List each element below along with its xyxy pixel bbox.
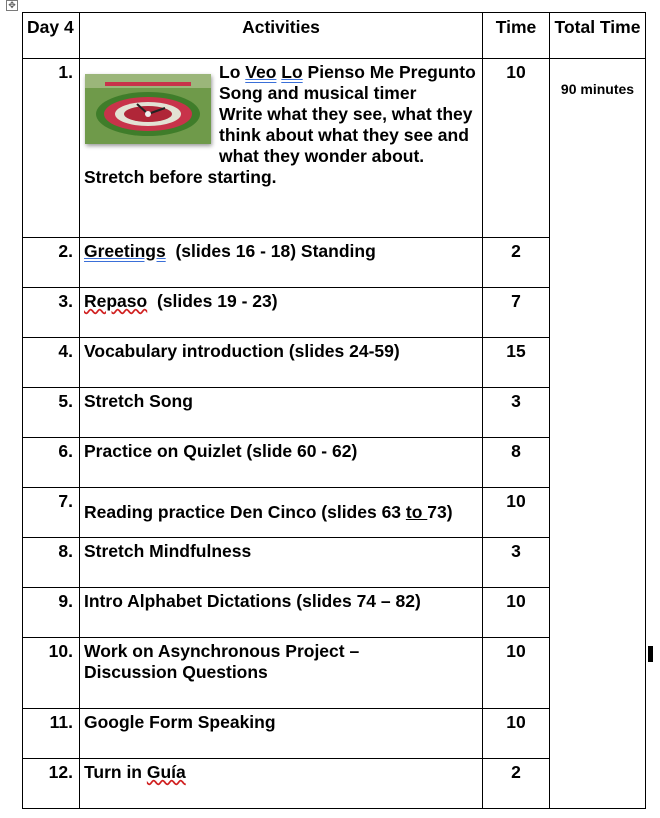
time-cell: 7 [483,288,550,338]
time-cell: 2 [483,238,550,288]
table-move-handle-icon[interactable]: ✥ [6,0,18,11]
row-number: 7. [23,488,80,538]
activity-cell [80,59,483,238]
row-number: 11. [23,709,80,759]
activity-line: Stretch before starting. [84,167,277,187]
time-cell: 8 [483,438,550,488]
activity-cell: Work on Asynchronous Project – Discussion Questions [80,638,483,709]
lesson-plan-table [22,12,646,809]
header-row [23,13,646,59]
time-header: Time [483,13,550,59]
row-number: 10. [23,638,80,709]
activity-cell: Reading practice Den Cinco (slides 63 to 73) [80,488,483,538]
time-cell: 2 [483,759,550,809]
activity-cell: Practice on Quizlet (slide 60 - 62) [80,438,483,488]
time-cell: 10 [483,588,550,638]
row-number: 6. [23,438,80,488]
text-cursor-marker [648,646,653,662]
day-header: Day 4 [23,13,80,59]
row-number: 8. [23,538,80,588]
row-number: 2. [23,238,80,288]
activity-title: Lo Veo Lo Pienso Me Pregunto [219,62,476,82]
activity-cell: Vocabulary introduction (slides 24-59) [80,338,483,388]
activity-cell: Stretch Mindfulness [80,538,483,588]
time-cell: 10 [483,709,550,759]
time-cell: 10 [483,488,550,538]
time-cell: 3 [483,538,550,588]
activity-cell: Greetings (slides 16 - 18) Standing [80,238,483,288]
row-number: 1. [23,59,80,238]
row-number: 3. [23,288,80,338]
row-number: 5. [23,388,80,438]
row-number: 12. [23,759,80,809]
table-row [23,59,646,238]
activity-cell: Stretch Song [80,388,483,438]
time-cell: 3 [483,388,550,438]
activity-cell: Repaso (slides 19 - 23) [80,288,483,338]
activity-line: Song and musical timer [219,83,417,103]
time-cell: 10 [483,638,550,709]
total-time-header: Total Time [550,13,646,59]
activity-cell: Google Form Speaking [80,709,483,759]
time-cell: 10 [483,59,550,238]
total-time-cell: 90 minutes [550,59,646,809]
activity-cell: Turn in Guía [80,759,483,809]
activities-header: Activities [80,13,483,59]
time-cell: 15 [483,338,550,388]
activity-cell: Intro Alphabet Dictations (slides 74 – 82) [80,588,483,638]
row-number: 9. [23,588,80,638]
row-number: 4. [23,338,80,388]
activity-line: Write what they see, what they think about what they see and what they wonder about. [219,104,473,166]
flower-clock-photo-icon [85,74,211,144]
